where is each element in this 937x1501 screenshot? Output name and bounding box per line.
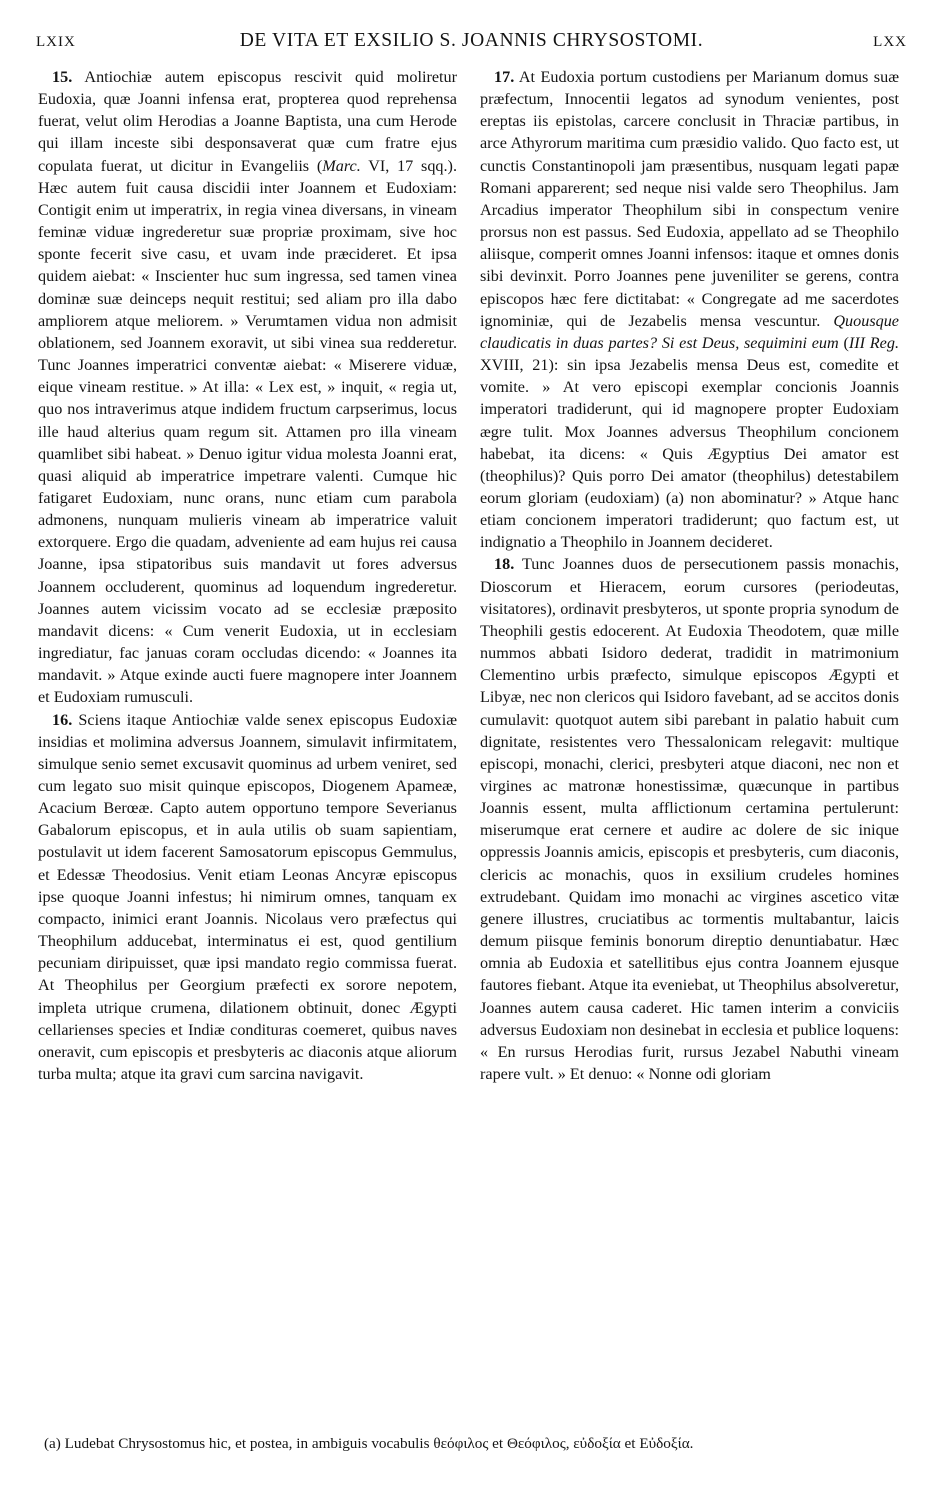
paragraph-number: 17. bbox=[494, 68, 515, 86]
scripture-reference: Marc. bbox=[322, 156, 361, 175]
paragraph-text: Antiochiæ autem episcopus rescivit quid moliretur Eudoxia, quæ Joanni infensa erat, propterea quod reprehensa fuerat, velut olim Herodias a Joanne Baptista, una cum Herode qui illam inceste sibi desponsaverat quæ cum fratre ejus copulata fuerat, ut dicitur in Evangeliis ( bbox=[38, 68, 457, 175]
page-number-right: LXX bbox=[873, 34, 907, 50]
paragraph-text: VI, 17 sqq.). Hæc autem fuit causa discidii inter Joannem et Eudoxiam: Contigit enim ut imperatrix, in regia vinea diversans, in vineam feminæ viduæ ingrederetur suæ propriæ proximam, sive hoc sponte fecerit sive casu, et uvam inde præcideret. Et ipsa quidem aiebat: « Inscienter huc sum ingressa, sed tamen vinea dominæ suæ deinceps nequit restitui; sed aliam pro illa dabo ampliorem atque meliorem. » Verumtamen vidua non admisit oblationem, sed Joannem exoravit, ut sibi vinea sua redderetur. Tunc Joannes imperatrici conventæ aiebat: « Miserere viduæ, eique vineam restitue. » At illa: « Lex est, » inquit, « regia ut, quo nos intraverimus atque indidem fructum carpserimus, locus ille haud alterius quam regum sit. Attamen pro illa vineam quamlibet sibi habeat. » Denuo igitur vidua molesta Joanni erat, quasi aliquid ab imperatrice impetrare valenti. Cumque hic fatigaret Eudoxiam, nunc orans, nunc etiam cum parabola admonens, nunquam mulieris vineam ab imperatrice valuit extorquere. Ergo die quadam, adveniente ad eam hujus rei causa Joanne, ipsa stipatoribus suis mandavit ut fores adversus Joannem occluderent, quominus ad loquendum ingrederetur. Joannes autem vicissim vocato ad se ecclesiæ præposito mandavit dicens: « Cum venerit Eudoxia, ut in ecclesiam ingrediatur, fac januas coram occludas dicendo: « Joannes ita mandavit. » Atque exinde aucti fuere magnopere inter Joannem et Eudoxiam rumusculi. bbox=[38, 156, 457, 707]
paragraph-text: Tunc Joannes duos de persecutionem passis monachis, Dioscorum et Hieracem, eorum cursores (periodeutas, visitatores), ordinavit presbyteros, ut sponte propria synodum de Theophili gestis edocerent. At Eudoxia Theodotem, quæ mille nummos abbati Isidoro dederat, tradidit in matrimonium Clementino urbis præfecto, simulque episcopos Ægypti et Libyæ, nec non clericos qui Isidoro favebant, ad se accitos donis cumulavit: quotquot autem sibi parebant in palatio habuit cum dignitate, resistentes vero Thessalonicam relegavit: multique episcopi, monachi, clerici, presbyteri atque diaconi, nec non et virgines ac matronæ honestissimæ, quæcunque in partibus Joannis essent, multa afflictionum certamina pertulerunt: miserumque erat cernere et audire ac dolere de sic inique oppressis Joannis amicis, episcopis et presbyteris, cum diaconis, clericis ac monachis, quos in exsilium crudeles homines extrudebant. Quidam imo monachi ac virgines ascetico vitæ genere illustres, cruciatibus ac tormentis multabantur, laicis demum piisque feminis bonorum direptio denuntiabatur. Hæc omnia ab Eudoxia et satellitibus ejus contra Joannem ejusque fautores fiebant. Atque ita eveniebat, ut Theophilus absolveretur, Joannes autem causa caderet. Hic tamen interim a conviciis adversus Eudoxiam non desinebat in ecclesia et publice loquens: « En rursus Herodias furit, rursus Jezabel Nabuthi vineam rapere vult. » Et denuo: « Nonne odi gloriam bbox=[480, 555, 899, 1084]
paragraph-15 bbox=[38, 66, 457, 709]
paragraph-text: At Eudoxia portum custodiens per Marianum domus suæ præfectum, Innocentii legatos ad synodum venientes, post ereptas iis epistolas, carcere conclusit in Thraciæ partibus, in arce Athyrorum maritima cum præsidio valido. Quo facto est, ut cunctis Constantinopoli jam præsentibus, nusquam legati papæ Romani apparerent; sed neque nisi valde sero Theophilus. Jam Arcadius imperator Theophilum sibi in conspectum venire prorsus non est passus. Sed Eudoxia, appellato ad se Theophilo aliisque, comperit omnes Joanni infensos: itaque et omnes donis sibi devinxit. Porro Joannes pene juveniliter se gerens, contra episcopos hæc fere dictitabat: « Congregate ad me sacerdotes ignominiæ, qui de Jezabelis mensa vescuntur. bbox=[480, 68, 899, 330]
paragraph-17 bbox=[480, 66, 899, 553]
running-header bbox=[36, 30, 907, 60]
paragraph-number: 15. bbox=[52, 68, 73, 86]
left-column bbox=[38, 66, 457, 1426]
paragraph-text: ( bbox=[838, 333, 849, 352]
page-number-left: LXIX bbox=[36, 34, 76, 50]
scripture-quote: Quousque claudicatis in duas partes? Si est Deus, sequimini eum bbox=[480, 311, 899, 352]
right-column bbox=[480, 66, 899, 1426]
paragraph-text: XVIII, 21): sin ipsa Jezabelis mensa Deus est, comedite et vomite. » At vero episcopi exemplar concionis Joannis imperatori tradiderunt, qui id magnopere propter Eudoxiam ægre tulit. Mox Joannes adversus Theophilum concionem habebat, ita dicens: « Quis Ægyptius Dei amator est (theophilus)? Quis porro Dei amator (theophilus) detestabilem eorum gloriam (eudoxiam) (a) non abominatur? » Atque hanc etiam concionem imperatori tradiderunt; quo factum est, ut indignatio a Theophilo in Joannem decideret. bbox=[480, 356, 899, 552]
paragraph-number: 16. bbox=[52, 710, 73, 729]
paragraph-number: 18. bbox=[494, 555, 515, 574]
scripture-reference: III Reg. bbox=[848, 333, 899, 352]
paragraph-16 bbox=[38, 709, 457, 1086]
footnote: (a) Ludebat Chrysostomus hic, et postea, in ambiguis vocabulis θεόφιλος et Θεόφιλος, εὐδοξία et Εὐδοξία. bbox=[44, 1435, 694, 1452]
paragraph-18 bbox=[480, 553, 899, 1085]
running-title: DE VITA ET EXSILIO S. JOANNIS CHRYSOSTOMI. bbox=[239, 30, 704, 51]
paragraph-text: Sciens itaque Antiochiæ valde senex episcopus Eudoxiæ insidias et molimina adversus Joannem, simulavit infirmitatem, simulque senio semet excusavit quominus ad urbem veniret, sed cum legato suo misit quinque episcopos, Diogenem Apameæ, Acacium Berœæ. Capto autem opportuno tempore Severianus Gabalorum episcopus, et in aula utilis ob suam sapientiam, postulavit ut idem facerent Samosatorum episcopus Gemmulus, et Edessæ Theodosius. Venit etiam Leonas Ancyræ episcopus ipse quoque Joanni infestus; hi nimirum omnes, tanquam ex compacto, inimici erant Joannis. Nicolaus vero præfectus qui Theophilum adducebat, interminatus ei est, quod gentilium pecuniam diripuisset, quæ ipsi mandato regio commissa fuerat. At Theophilus per Georgium præfecti ex sorore nepotem, impleta utrique crumena, dilationem obtinuit, donec Ægypti cellarienses species et Indiæ condituras coemeret, quibus naves oneravit, cum episcopis et presbyteris ac diaconis atque aliorum turba multa; atque ita gravi cum sarcina navigavit. bbox=[38, 710, 457, 1084]
